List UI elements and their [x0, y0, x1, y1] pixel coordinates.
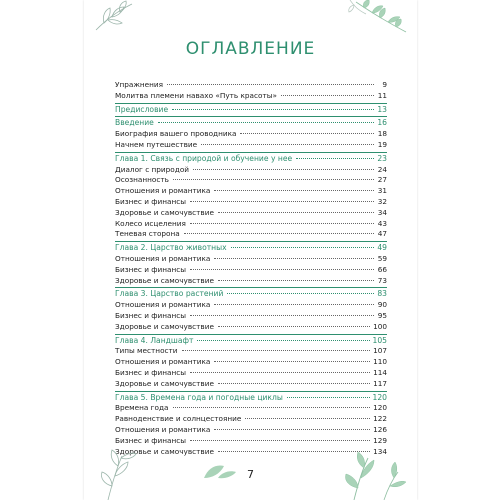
table-of-contents	[115, 80, 387, 457]
dot-leader	[214, 258, 374, 259]
toc-item-row	[115, 129, 387, 140]
toc-entry-label: Предисловие	[115, 104, 169, 114]
toc-entry-page: 31	[377, 186, 387, 196]
toc-item-row	[115, 346, 387, 357]
dot-leader	[218, 212, 374, 213]
section-divider	[115, 116, 387, 117]
toc-entry-page: 9	[382, 80, 387, 89]
toc-entry-page: 120	[372, 392, 387, 402]
toc-entry-label: Здоровье и самочувствие	[115, 275, 214, 285]
toc-entry-label: Отношения и романтика	[115, 424, 211, 434]
toc-heading-row	[115, 289, 387, 300]
toc-entry-page: 83	[377, 289, 387, 299]
dot-leader	[182, 350, 371, 351]
dot-leader	[218, 280, 374, 281]
toc-entry-page: 43	[377, 218, 387, 228]
toc-heading-row	[115, 154, 387, 165]
toc-entry-page: 23	[377, 153, 387, 163]
toc-item-row	[115, 91, 387, 102]
toc-entry-label: Бизнес и финансы	[115, 264, 187, 274]
toc-heading-row	[115, 243, 387, 254]
toc-item-row	[115, 80, 387, 91]
toc-heading-row	[115, 393, 387, 404]
toc-entry-page: 105	[372, 335, 387, 345]
toc-entry-page: 27	[377, 175, 387, 185]
dot-leader	[281, 95, 374, 96]
toc-entry-label: Отношения и романтика	[115, 357, 211, 367]
toc-entry-page: 73	[377, 275, 387, 285]
dot-leader	[190, 201, 374, 202]
toc-entry-page: 90	[377, 300, 387, 310]
toc-entry-label: Осознанность	[115, 175, 169, 185]
dot-leader	[245, 418, 370, 419]
toc-item-row	[115, 357, 387, 368]
toc-entry-label: Бизнес и финансы	[115, 435, 187, 445]
toc-entry-page: 18	[377, 129, 387, 139]
dot-leader	[184, 233, 374, 234]
toc-entry-label: Начнем путешествие	[115, 139, 198, 149]
toc-entry-label: Глава 1. Связь с природой и обучение у нее	[115, 153, 293, 163]
section-divider	[115, 103, 387, 104]
dot-leader	[190, 315, 374, 316]
dot-leader	[218, 383, 370, 384]
toc-item-row	[115, 311, 387, 322]
dot-leader	[190, 372, 370, 373]
dot-leader	[173, 179, 374, 180]
section-divider	[115, 152, 387, 153]
leaf-branch-icon	[346, 0, 416, 34]
dot-leader	[201, 144, 374, 145]
dot-leader	[172, 109, 374, 110]
toc-entry-page: 24	[377, 164, 387, 174]
toc-entry-label: Глава 2. Царство животных	[115, 243, 227, 253]
toc-entry-page: 122	[373, 414, 387, 424]
toc-entry-label: Теневая сторона	[115, 229, 180, 239]
toc-item-row	[115, 254, 387, 265]
toc-item-row	[115, 276, 387, 287]
toc-entry-label: Упражнения	[115, 80, 164, 89]
toc-entry-page: 114	[373, 367, 387, 377]
toc-entry-label: Глава 5. Времена года и погодные циклы	[115, 392, 283, 402]
page-title: ОГЛАВЛЕНИЕ	[185, 39, 316, 59]
toc-entry-page: 129	[373, 435, 387, 445]
toc-heading-row	[115, 105, 387, 116]
toc-entry-label: Равноденствие и солнцестояние	[115, 414, 242, 424]
dot-leader	[167, 84, 374, 85]
dot-leader	[227, 293, 374, 294]
dot-leader	[214, 361, 370, 362]
dot-leader	[218, 326, 370, 327]
toc-entry-label: Типы местности	[115, 346, 178, 356]
toc-item-row	[115, 265, 387, 276]
toc-item-row	[115, 140, 387, 151]
toc-entry-label: Колесо исцеления	[115, 218, 186, 228]
toc-item-row	[115, 197, 387, 208]
leaf-branch-icon	[92, 0, 142, 34]
toc-entry-page: 47	[377, 229, 387, 239]
dot-leader	[173, 407, 371, 408]
toc-item-row	[115, 368, 387, 379]
toc-heading-row	[115, 336, 387, 347]
dot-leader	[193, 169, 374, 170]
dot-leader	[158, 122, 374, 123]
toc-entry-page: 100	[373, 321, 387, 331]
toc-item-row	[115, 379, 387, 390]
toc-entry-page: 107	[373, 346, 387, 356]
toc-item-row	[115, 300, 387, 311]
book-page	[84, 0, 417, 500]
toc-entry-page: 59	[377, 253, 387, 263]
dot-leader	[240, 133, 374, 134]
toc-entry-label: Введение	[115, 118, 154, 128]
dot-leader	[296, 158, 374, 159]
toc-entry-label: Здоровье и самочувствие	[115, 207, 214, 217]
toc-item-row	[115, 414, 387, 425]
toc-entry-page: 117	[373, 378, 387, 388]
section-divider	[115, 241, 387, 242]
toc-entry-page: 120	[373, 403, 387, 413]
dot-leader	[214, 429, 370, 430]
toc-entry-label: Молитва племени навахо «Путь красоты»	[115, 90, 277, 100]
toc-item-row	[115, 219, 387, 230]
toc-entry-label: Диалог с природой	[115, 164, 190, 174]
dot-leader	[231, 247, 374, 248]
toc-entry-page: 126	[373, 424, 387, 434]
toc-item-row	[115, 425, 387, 436]
dot-leader	[197, 340, 369, 341]
toc-item-row	[115, 322, 387, 333]
toc-item-row	[115, 229, 387, 240]
toc-entry-label: Времена года	[115, 403, 169, 413]
toc-entry-label: Биография вашего проводника	[115, 129, 237, 139]
toc-entry-label: Отношения и романтика	[115, 186, 211, 196]
toc-entry-page: 32	[377, 196, 387, 206]
toc-item-row	[115, 165, 387, 176]
section-divider	[115, 287, 387, 288]
toc-entry-label: Здоровье и самочувствие	[115, 378, 214, 388]
toc-entry-page: 11	[377, 90, 387, 100]
section-divider	[115, 334, 387, 335]
toc-entry-page: 110	[373, 357, 387, 367]
toc-entry-label: Отношения и романтика	[115, 253, 211, 263]
toc-entry-label: Здоровье и самочувствие	[115, 321, 214, 331]
section-divider	[115, 391, 387, 392]
toc-item-row	[115, 175, 387, 186]
toc-entry-page: 19	[377, 139, 387, 149]
toc-entry-page: 66	[377, 264, 387, 274]
toc-entry-page: 49	[377, 243, 387, 253]
toc-entry-label: Глава 3. Царство растений	[115, 289, 224, 299]
toc-heading-row	[115, 118, 387, 129]
toc-item-row	[115, 208, 387, 219]
dot-leader	[287, 397, 370, 398]
dot-leader	[190, 223, 374, 224]
toc-entry-page: 13	[377, 104, 387, 114]
toc-entry-page: 34	[377, 207, 387, 217]
toc-entry-label: Бизнес и финансы	[115, 310, 187, 320]
page-number: 7	[247, 468, 254, 481]
toc-entry-page: 95	[377, 310, 387, 320]
toc-item-row	[115, 186, 387, 197]
toc-entry-label: Отношения и романтика	[115, 300, 211, 310]
toc-entry-page: 16	[377, 118, 387, 128]
toc-item-row	[115, 403, 387, 414]
toc-entry-label: Бизнес и финансы	[115, 367, 187, 377]
toc-entry-label: Здоровье и самочувствие	[115, 446, 214, 456]
dot-leader	[214, 190, 374, 191]
toc-entry-label: Бизнес и финансы	[115, 196, 187, 206]
toc-entry-label: Глава 4. Ландшафт	[115, 335, 194, 345]
dot-leader	[190, 269, 374, 270]
toc-entry-page: 134	[373, 446, 387, 456]
dot-leader	[214, 304, 374, 305]
